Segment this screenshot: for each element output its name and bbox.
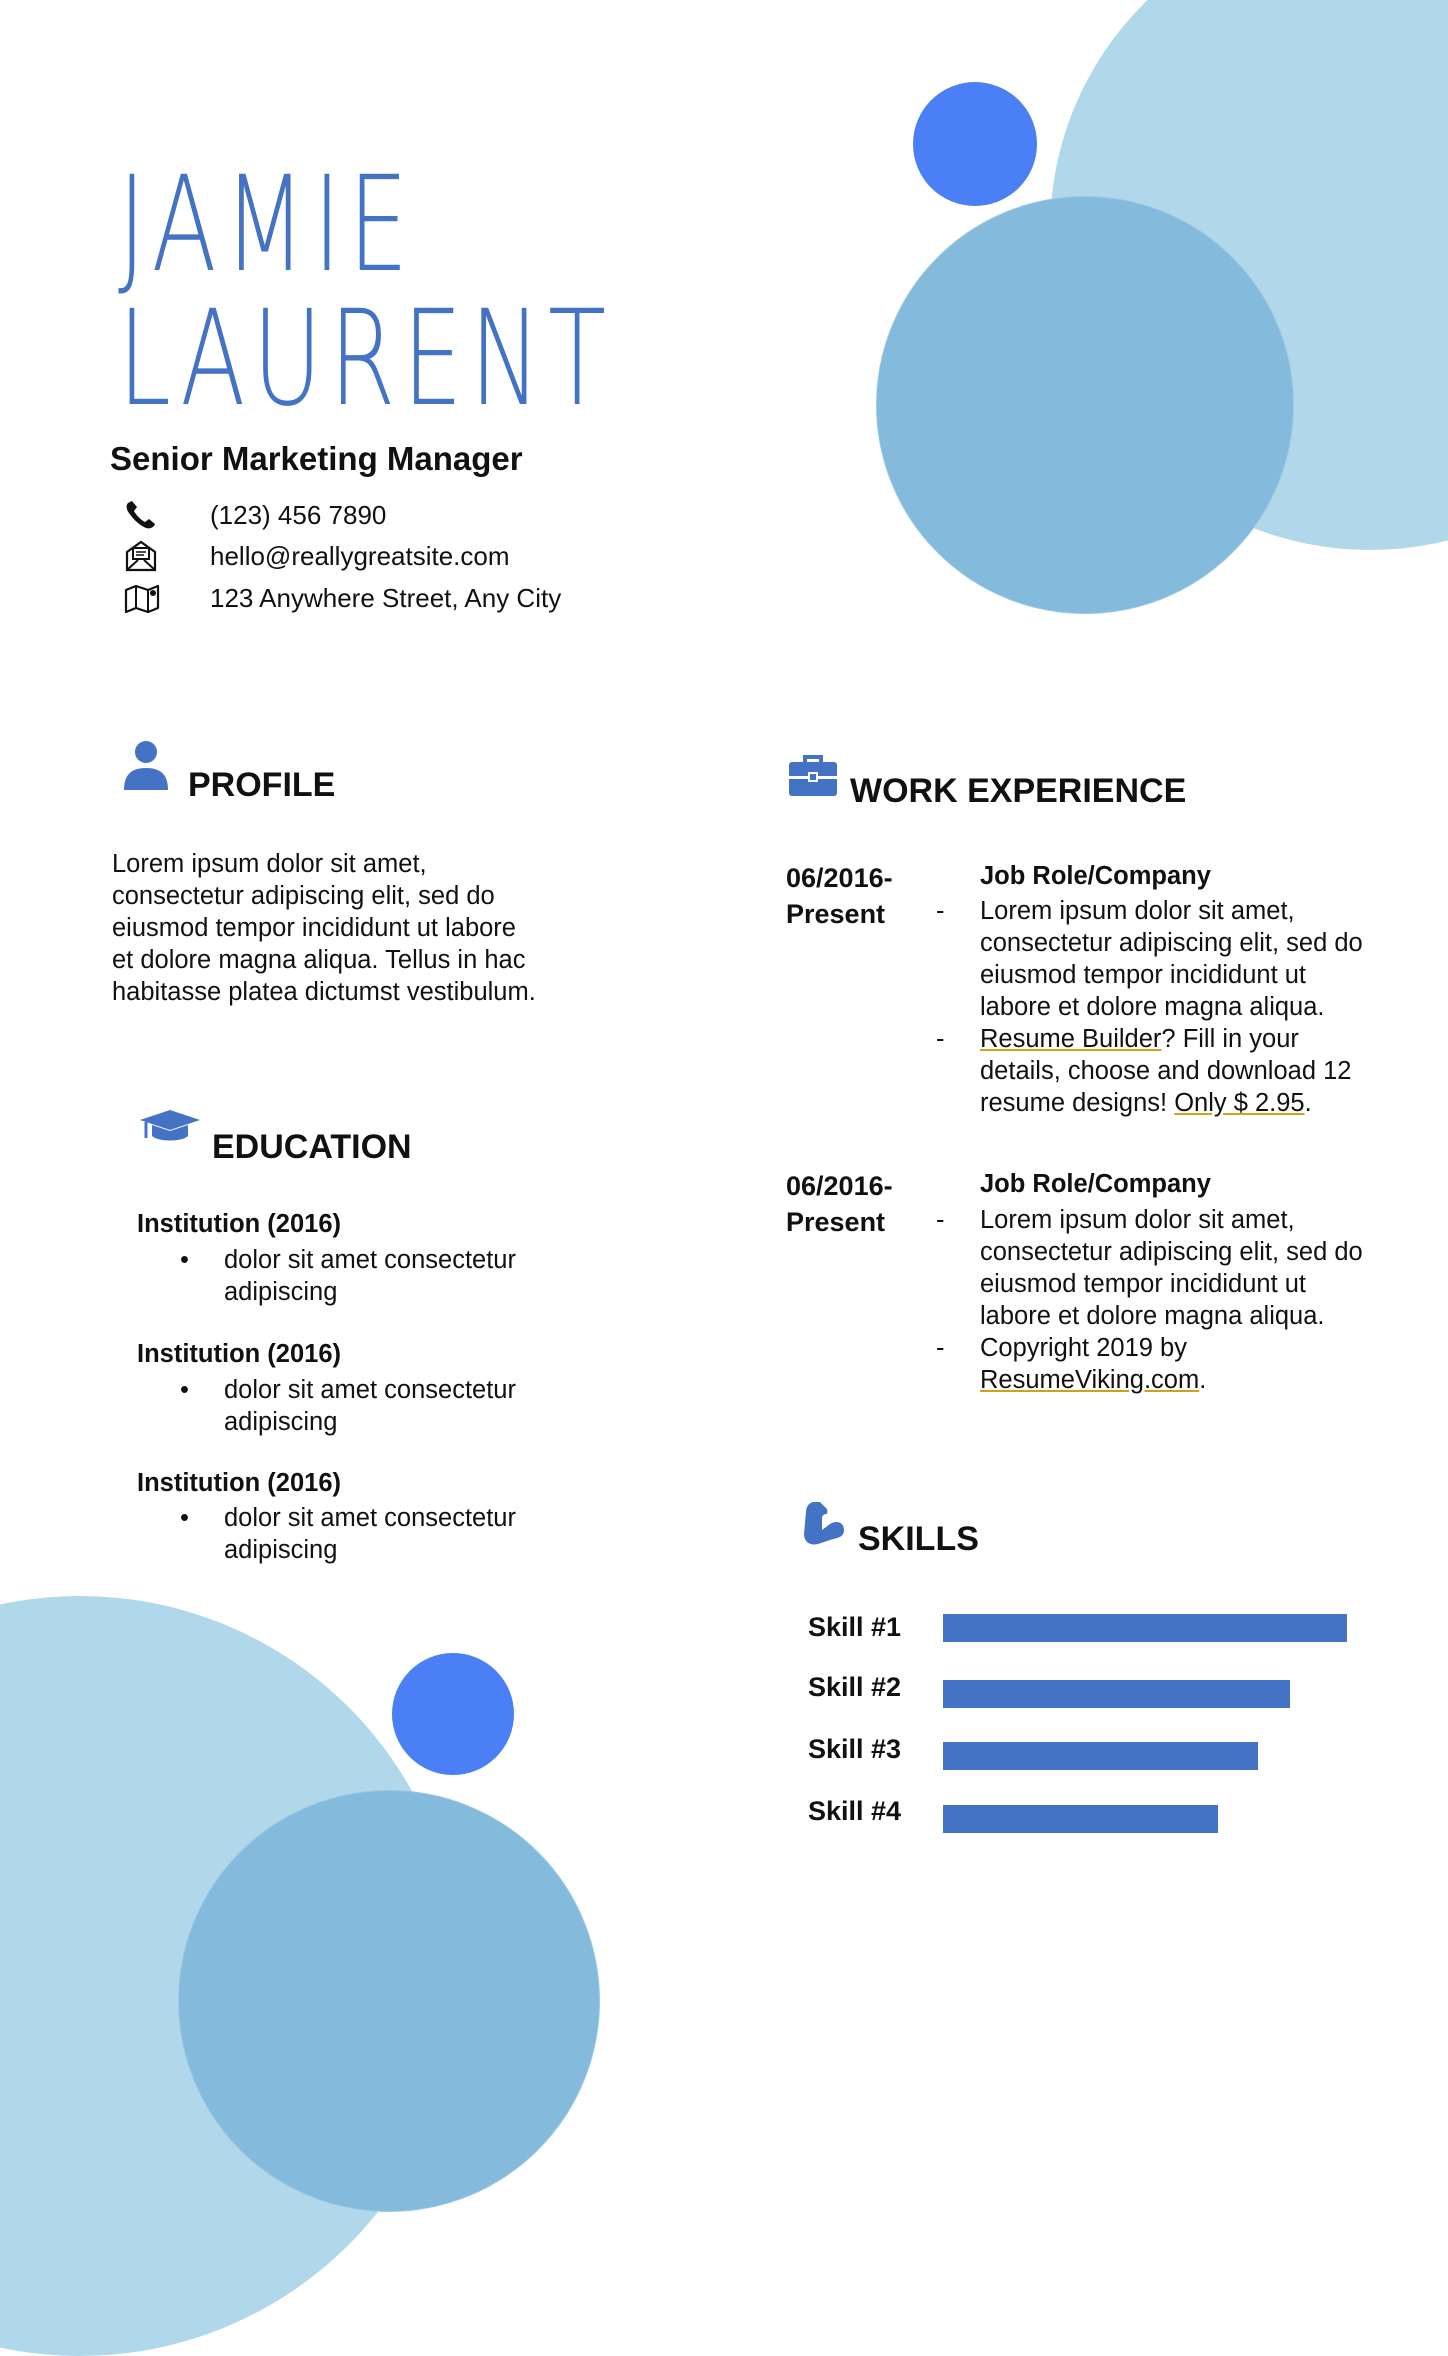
skill-label: Skill #1: [808, 1612, 902, 1642]
education-detail-line: adipiscing: [224, 1278, 338, 1306]
bullet-icon: •: [180, 1376, 189, 1404]
education-institution: Institution (2016): [137, 1210, 342, 1238]
education-detail: [224, 1244, 564, 1308]
decor-circle-top-mid: [876, 196, 1294, 614]
education-institution: Institution (2016): [137, 1340, 342, 1368]
work-item-line: Copyright 2019 by: [980, 1334, 1187, 1362]
education-detail-line: dolor sit amet consectetur: [224, 1504, 516, 1532]
work-date: [786, 1168, 893, 1240]
dash-icon: -: [936, 897, 945, 925]
price-link[interactable]: Only $ 2.95: [1174, 1089, 1305, 1117]
skill-bar-fill: [943, 1614, 1347, 1642]
work-date-line: 06/2016-: [786, 863, 893, 893]
work-item: [980, 1023, 1390, 1119]
work-item-line: Lorem ipsum dolor sit amet,: [980, 897, 1295, 925]
work-item-text: .: [1199, 1366, 1207, 1394]
work-date-line: Present: [786, 1207, 886, 1237]
skill-bar-fill: [943, 1805, 1218, 1833]
work-item-text: .: [1304, 1089, 1312, 1117]
graduation-cap-icon: [138, 1108, 202, 1153]
work-title: WORK EXPERIENCE: [850, 772, 1187, 810]
bullet-icon: •: [180, 1246, 189, 1274]
profile-line: et dolore magna aliqua. Tellus in hac: [112, 946, 526, 974]
address-text: 123 Anywhere Street, Any City: [210, 582, 562, 613]
work-item-line: eiusmod tempor incididunt ut: [980, 961, 1307, 989]
education-detail-line: adipiscing: [224, 1408, 338, 1436]
skills-title: SKILLS: [858, 1520, 979, 1558]
education-title: EDUCATION: [212, 1128, 412, 1166]
work-date-line: Present: [786, 899, 886, 929]
contact-email: [124, 538, 510, 574]
education-detail-line: dolor sit amet consectetur: [224, 1376, 516, 1404]
resume-builder-link[interactable]: Resume Builder: [980, 1025, 1162, 1053]
education-detail-line: dolor sit amet consectetur: [224, 1246, 516, 1274]
first-name: JAMIE: [118, 148, 416, 302]
map-icon: [124, 580, 164, 616]
phone-icon: [124, 497, 164, 533]
work-role: Job Role/Company: [980, 1170, 1211, 1198]
contact-phone: [124, 497, 387, 533]
briefcase-icon: [788, 754, 838, 803]
skill-bar: [943, 1680, 1347, 1708]
skill-bar: [943, 1742, 1347, 1770]
work-item-line: consectetur adipiscing elit, sed do: [980, 1238, 1363, 1266]
skill-bar: [943, 1805, 1347, 1833]
work-item-text: ? Fill in your: [1161, 1025, 1299, 1053]
skill-bar-fill: [943, 1680, 1290, 1708]
work-date: [786, 860, 893, 932]
work-role: Job Role/Company: [980, 862, 1211, 890]
work-item-line: consectetur adipiscing elit, sed do: [980, 929, 1363, 957]
skill-bar: [943, 1614, 1347, 1642]
user-icon: [122, 740, 170, 797]
work-item: [980, 1204, 1390, 1332]
candidate-name: [118, 148, 614, 436]
envelope-icon: [124, 538, 164, 574]
work-item-line: eiusmod tempor incididunt ut: [980, 1270, 1307, 1298]
email-text: hello@reallygreatsite.com: [210, 540, 510, 571]
job-title: Senior Marketing Manager: [110, 440, 523, 477]
decor-circle-bottom-mid: [178, 1790, 600, 2212]
profile-title: PROFILE: [188, 766, 336, 804]
dash-icon: -: [936, 1025, 945, 1053]
work-item-line: labore et dolore magna aliqua.: [980, 993, 1325, 1021]
education-detail: [224, 1502, 564, 1566]
work-item-line: Lorem ipsum dolor sit amet,: [980, 1206, 1295, 1234]
profile-line: eiusmod tempor incididunt ut labore: [112, 914, 516, 942]
education-detail: [224, 1374, 564, 1438]
profile-line: Lorem ipsum dolor sit amet,: [112, 850, 427, 878]
profile-line: consectetur adipiscing elit, sed do: [112, 882, 495, 910]
profile-line: habitasse platea dictumst vestibulum.: [112, 978, 536, 1006]
phone-text: (123) 456 7890: [210, 499, 387, 530]
work-item: [980, 895, 1390, 1023]
decor-circle-bottom-bright: [392, 1653, 514, 1775]
decor-circle-top-bright: [913, 82, 1037, 206]
last-name: LAURENT: [118, 282, 614, 436]
contact-address: [124, 580, 562, 616]
dash-icon: -: [936, 1334, 945, 1362]
flexed-arm-icon: [800, 1498, 848, 1553]
profile-text: [112, 848, 582, 1008]
work-date-line: 06/2016-: [786, 1171, 893, 1201]
bullet-icon: •: [180, 1504, 189, 1532]
education-detail-line: adipiscing: [224, 1536, 338, 1564]
skill-label: Skill #2: [808, 1672, 902, 1702]
work-item-line: details, choose and download 12: [980, 1057, 1352, 1085]
skill-bar-fill: [943, 1742, 1258, 1770]
work-item-text: resume designs!: [980, 1089, 1175, 1117]
resumeviking-link[interactable]: ResumeViking.com: [980, 1366, 1200, 1394]
education-institution: Institution (2016): [137, 1469, 342, 1497]
dash-icon: -: [936, 1206, 945, 1234]
work-item: [980, 1332, 1390, 1396]
skill-label: Skill #3: [808, 1734, 902, 1764]
skill-label: Skill #4: [808, 1796, 902, 1826]
work-item-line: labore et dolore magna aliqua.: [980, 1302, 1325, 1330]
